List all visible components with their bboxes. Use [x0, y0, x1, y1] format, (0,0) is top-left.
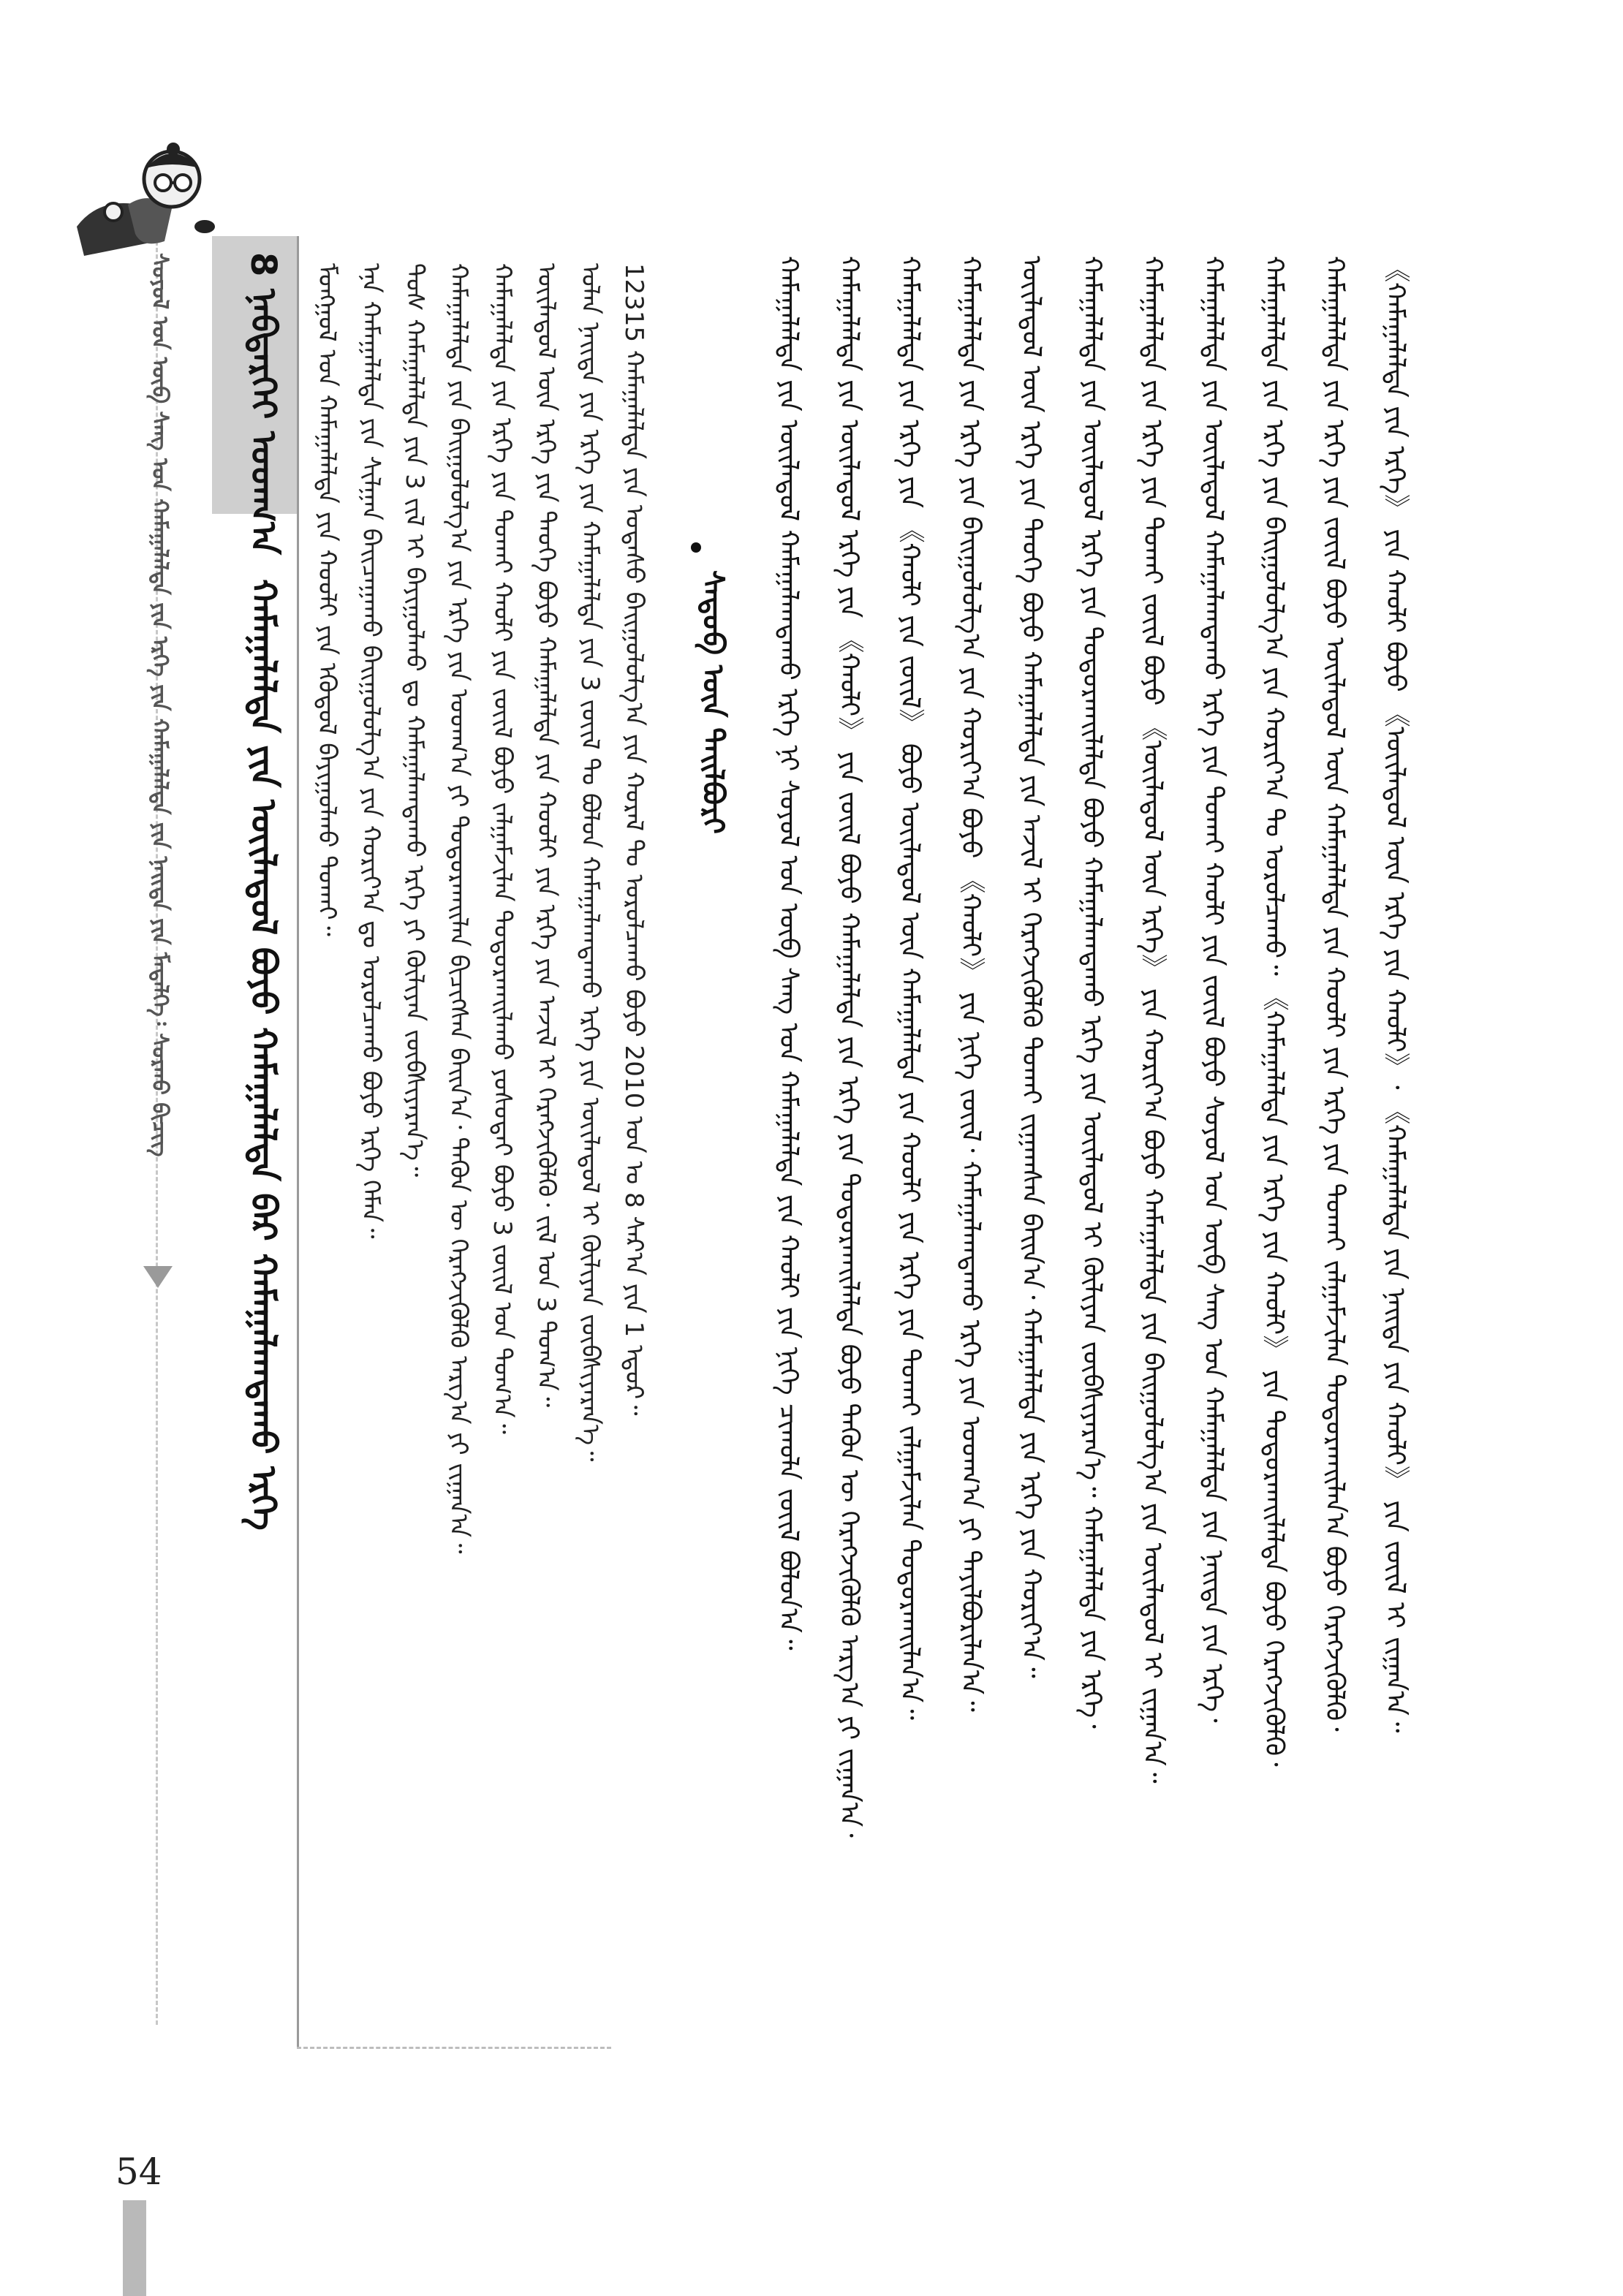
main-text-line: ᠬᠠᠮᠠᠭᠠᠯᠠᠯᠲᠠ ᠶᠢᠨ ᠦᠢᠯᠡᠳᠦᠯ ᠡᠷᠬᠡ ᠶᠢᠨ ᠲᠣᠳᠣᠷᠬᠠᠢᠯᠠᠯᠲᠠ ᠪᠤᠶᠤ ᠬᠠᠮᠠᠭᠠᠯᠠᠭᠳᠠᠬᠤ ᠡᠷᠬᠡ ᠶᠢᠨ ᠦᠢᠯᠡᠳᠦᠯ ᠢ ᠬᠦᠯᠢᠶᠡᠨ ᠵᠦᠪᠰᠢᠶᠡᠷᠡᠨ᠎ᠡ᠃ ᠬᠠᠮᠠᠭᠠᠯᠠᠯᠲᠠ ᠶᠢᠨ ᠡᠷᠬᠡ᠂	[1077, 256, 1107, 1729]
box-text-line: ᠮᠣᠩᠭᠣᠯ ᠤᠨ ᠬᠠᠮᠠᠭᠠᠯᠠᠯᠲᠠ ᠶᠢᠨ ᠬᠤᠤᠯᠢ ᠶᠢᠨ ᠡᠭᠦᠳᠦᠯ ᠪᠠᠶᠢᠭᠤᠯᠬᠤ ᠲᠤᠬᠠᠢ᠃	[312, 263, 341, 936]
section-number: 8	[243, 252, 284, 277]
main-text-line: ᠬᠠᠮᠠᠭᠠᠯᠠᠯᠲᠠ ᠶᠢᠨ ᠡᠷᠬᠡ ᠶᠢᠨ ᠪᠠᠢᠭᠤᠯᠤᠯᠭ᠎ᠠ ᠶᠢᠨ ᠬᠤᠷᠢᠶ᠎ᠠ ᠲᠤ ᠣᠷᠣᠯᠴᠠᠬᠤ᠃ 《ᠬᠠᠮᠠᠭᠠᠯᠠᠯᠲᠠ ᠶᠢᠨ ᠡᠷᠬᠡ ᠶᠢᠨ ᠬᠠᠤᠯᠢ》 ᠶᠢᠨ ᠲᠣᠳᠣᠷᠬᠠᠢᠯᠠᠯᠲᠠ ᠪᠤᠶᠤ ᠬᠡᠷᠡᠭᠵᠢᠭᠦᠯᠬᠦ᠂	[1259, 256, 1289, 1767]
main-text-line: ᠬᠠᠮᠠᠭᠠᠯᠠᠯᠲᠠ ᠶᠢᠨ ᠦᠢᠯᠡᠳᠦᠯ ᠬᠠᠮᠠᠭᠠᠯᠠᠭᠳᠠᠬᠤ ᠡᠷᠬᠡ ᠶᠢᠨ ᠲᠤᠬᠠᠢ ᠬᠠᠤᠯᠢ ᠶᠢᠨ ᠵᠦᠢᠯ ᠪᠤᠶᠤ ᠰᠣᠶᠤᠯ ᠤᠨ ᠥᠪ ᠰᠠᠩ ᠤᠨ ᠬᠠᠮᠠᠭᠠᠯᠠᠯᠲᠠ ᠶᠢᠨ ᠨᠡᠢᠲᠡ ᠶᠢᠨ ᠡᠷᠬᠡ᠂	[1198, 256, 1228, 1723]
running-header: ᠰᠣᠶᠤᠯ ᠤᠨ ᠥᠪ ᠰᠠᠩ ᠤᠨ ᠬᠠᠮᠠᠭᠠᠯᠠᠯᠲᠠ ᠶᠢᠨ ᠡᠷᠬᠡ ᠶᠢᠨ ᠬᠠᠮᠠᠭᠠᠯᠠᠯᠲᠠ ᠶᠢᠨ ᠨᠡᠢᠲᠡ ᠶᠢᠨ ᠮᠡᠳᠡᠯᠭᠡ᠄ ᠰᠤᠷᠬᠤ ᠪᠢᠴᠢᠭ	[147, 253, 173, 1157]
box-dashed-bottom	[297, 2047, 611, 2049]
main-text-line: ᠬᠠᠮᠠᠭᠠᠯᠠᠯᠲᠠ ᠶᠢᠨ ᠡᠷᠬᠡ ᠶᠢᠨ 《ᠬᠠᠤᠯᠢ ᠶᠢᠨ ᠵᠦᠢᠯ》 ᠪᠤᠶᠤ ᠦᠢᠯᠡᠳᠦᠯ ᠦᠨ ᠬᠠᠮᠠᠭᠠᠯᠠᠯᠲᠠ ᠶᠢᠨ ᠬᠤᠤᠯᠢ ᠶᠢᠨ ᠡᠷᠬᠡ ᠶᠢᠨ ᠲᠤᠬᠠᠢ ᠵᠠᠯᠭᠠᠮᠵᠢᠯᠠᠨ ᠲᠣᠳᠣᠷᠬᠠᠢᠯᠠᠨ᠎ᠠ᠃	[895, 256, 925, 1720]
box-text-line: ᠦᠢᠯᠡᠳᠦᠯ ᠦᠨ ᠡᠷᠬᠡ ᠶᠢᠨ ᠲᠡᠦᠬᠡ ᠪᠤᠶᠤ ᠬᠠᠮᠠᠭᠠᠯᠠᠯᠲᠠ ᠶᠢᠨ ᠬᠤᠤᠯᠢ ᠶᠢᠨ ᠡᠷᠬᠡ ᠶᠢᠨ ᠠᠵᠢᠯ ᠢ ᠬᠡᠷᠡᠭᠵᠢᠭᠦᠯᠬᠦ᠂ ᠵᠢᠯ ᠤᠨ 3 ᠲᠣᠭ᠎ᠠ᠃	[531, 263, 561, 1408]
box-text-line: ᠬᠠᠮᠠᠭᠠᠯᠠᠯᠲᠠ ᠶᠢᠨ ᠡᠷᠬᠡ ᠶᠢᠨ ᠲᠤᠬᠠᠢ ᠬᠠᠤᠯᠢ ᠶᠢᠨ ᠵᠦᠢᠯ ᠪᠤᠶᠤ ᠵᠠᠯᠭᠠᠮᠵᠢᠯᠠᠨ ᠲᠣᠳᠣᠷᠬᠠᠢᠯᠠᠬᠤ ᠶᠣᠰᠣᠲᠠᠢ ᠪᠤᠶᠤ 3 ᠵᠦᠢᠯ ᠤᠨ ᠲᠣᠭ᠎ᠠ᠃	[488, 263, 517, 1434]
header-triangle-marker	[143, 1266, 173, 1288]
box-text-line: ᠬᠠᠮᠠᠭᠠᠯᠠᠯᠲᠠ ᠶᠢᠨ ᠪᠠᠢᠭᠤᠯᠤᠯᠭ᠎ᠠ ᠶᠢᠨ ᠡᠷᠬᠡ ᠶᠢᠨ ᠤᠳᠬ᠎ᠠ ᠶᠢ ᠲᠣᠳᠣᠷᠬᠠᠢᠯᠠᠨ ᠪᠢᠴᠢᠭᠰᠡᠨ ᠪᠠᠢᠨ᠎ᠠ᠂ ᠲᠡᠭᠦᠨ ᠦ ᠬᠡᠷᠡᠭᠵᠢᠭᠦᠯᠬᠦ ᠠᠷᠭ᠎ᠠ ᠶᠢ ᠵᠢᠭᠠᠨ᠎ᠠ᠃	[444, 263, 473, 1554]
main-text-line: ᠬᠠᠮᠠᠭᠠᠯᠠᠯᠲᠠ ᠶᠢᠨ ᠡᠷᠬᠡ ᠶᠢᠨ ᠪᠠᠢᠭᠤᠯᠤᠯᠭ᠎ᠠ ᠶᠢᠨ ᠬᠤᠷᠢᠶ᠎ᠠ ᠪᠤᠶᠤ 《ᠬᠠᠤᠯᠢ》 ᠶᠢᠨ ᠨᠢᠭᠡ ᠵᠦᠢᠯ᠂ ᠬᠠᠮᠠᠭᠠᠯᠠᠭᠳᠠᠬᠤ ᠡᠷᠬᠡ ᠶᠢᠨ ᠤᠳᠬ᠎ᠠ ᠶᠢ ᠲᠠᠶᠢᠯᠪᠤᠷᠢᠯᠠᠨ᠎ᠠ᠃	[956, 256, 985, 1712]
main-text-line: ᠬᠠᠮᠠᠭᠠᠯᠠᠯᠲᠠ ᠶᠢᠨ ᠡᠷᠬᠡ ᠶᠢᠨ ᠲᠤᠬᠠᠢ ᠵᠦᠢᠯ ᠪᠤᠶᠤ 《ᠦᠢᠯᠡᠳᠦᠯ ᠦᠨ ᠡᠷᠬᠡ》 ᠶᠢᠨ ᠬᠤᠷᠢᠶ᠎ᠠ ᠪᠤᠶᠤ ᠬᠠᠮᠠᠭᠠᠯᠠᠯᠲᠠ ᠶᠢᠨ ᠪᠠᠢᠭᠤᠯᠤᠯᠭ᠎ᠠ ᠶᠢᠨ ᠦᠢᠯᠡᠳᠦᠯ ᠢ ᠵᠢᠭᠠᠨ᠎ᠠ᠃	[1138, 256, 1168, 1784]
box-text-line: ᠣᠯᠠᠨ ᠨᠡᠢᠲᠡ ᠶᠢᠨ ᠡᠷᠬᠡ ᠶᠢᠨ ᠬᠠᠮᠠᠭᠠᠯᠠᠯᠲᠠ ᠶᠢᠨ 3 ᠵᠦᠢᠯ ᠲᠤ ᠪᠤᠯᠤᠨ ᠬᠠᠮᠠᠭᠠᠯᠠᠭᠳᠠᠬᠤ ᠡᠷᠬᠡ ᠶᠢᠨ ᠦᠢᠯᠡᠳᠦᠯ ᠢ ᠬᠦᠯᠢᠶᠡᠨ ᠵᠦᠪᠰᠢᠶᠡᠷᠡᠨ᠎ᠡ᠃	[575, 263, 605, 1462]
main-text-line: ᠦᠢᠯᠡᠳᠦᠯ ᠦᠨ ᠡᠷᠬᠡ ᠶᠢᠨ ᠲᠡᠦᠬᠡ ᠪᠤᠶᠤ ᠬᠠᠮᠠᠭᠠᠯᠠᠯᠲᠠ ᠶᠢᠨ ᠠᠵᠢᠯ ᠢ ᠬᠡᠷᠡᠭᠵᠢᠭᠦᠯᠬᠦ ᠲᠤᠬᠠᠢ ᠵᠢᠭᠠᠭᠰᠠᠨ ᠪᠠᠢᠨ᠎ᠠ᠂ ᠬᠠᠮᠠᠭᠠᠯᠠᠯᠲᠠ ᠶᠢᠨ ᠡᠷᠬᠡ ᠶᠢᠨ ᠬᠤᠷᠢᠶ᠎ᠠ᠃	[1016, 256, 1046, 1678]
box-text-line: 12315 ᠬᠠᠮᠠᠭᠠᠯᠠᠯᠲᠠ ᠶᠢᠨ ᠤᠲᠠᠰᠤ ᠪᠠᠢᠭᠤᠯᠤᠯᠭ᠎ᠠ ᠶᠢᠨ ᠬᠤᠷᠠᠯ ᠲᠤ ᠣᠷᠣᠯᠴᠠᠬᠤ ᠪᠤᠶᠤ 2010 ᠣᠨ ᠤ 8 ᠰᠠᠷ᠎ᠠ ᠶᠢᠨ 1 ᠡᠳᠦᠷ᠃	[619, 263, 648, 1416]
section-title-lead: ᠨᠡᠪᠲᠡᠷᠬᠡᠢ ᠤᠳᠬ᠎ᠠ	[243, 289, 284, 555]
bullet-icon	[691, 542, 701, 553]
page-edge-tab	[123, 2200, 146, 2296]
box-text-line: ᠲᠤᠰ ᠬᠠᠮᠠᠭᠠᠯᠠᠯᠲᠠ ᠶᠢᠨ 3 ᠵᠢᠯ ᠢ ᠪᠠᠶᠢᠭᠤᠯᠬᠤ ᠳᠤ ᠬᠠᠮᠠᠭᠠᠯᠠᠭᠳᠠᠬᠤ ᠡᠷᠬᠡ ᠶᠢ ᠬᠦᠯᠢᠶᠡᠨ ᠵᠦᠪᠰᠢᠶᠡᠷᠡᠨ᠎ᠡ᠃	[400, 263, 429, 1178]
mascot-illustration	[69, 139, 216, 263]
main-text-line: ᠬᠠᠮᠠᠭᠠᠯᠠᠯᠲᠠ ᠶᠢᠨ ᠡᠷᠬᠡ ᠶᠢᠨ ᠵᠦᠢᠯ ᠪᠤᠶᠤ ᠦᠢᠯᠡᠳᠦᠯ ᠦᠨ ᠬᠠᠮᠠᠭᠠᠯᠠᠯᠲᠠ ᠶᠢᠨ ᠬᠤᠤᠯᠢ ᠶᠢᠨ ᠡᠷᠬᠡ ᠶᠢᠨ ᠲᠤᠬᠠᠢ ᠵᠠᠯᠭᠠᠮᠵᠢᠯᠠᠨ ᠲᠣᠳᠣᠷᠬᠠᠢᠯᠠᠨ᠎ᠠ ᠪᠤᠶᠤ ᠬᠡᠷᠡᠭᠵᠢᠭᠦᠯᠬᠦ᠂	[1320, 256, 1350, 1732]
section-title	[232, 252, 294, 1531]
box-border	[297, 236, 299, 2049]
main-text-line: ᠬᠠᠮᠠᠭᠠᠯᠠᠯᠲᠠ ᠶᠢᠨ ᠦᠢᠯᠡᠳᠦᠯ ᠡᠷᠬᠡ ᠶᠢᠨ 《ᠬᠠᠤᠯᠢ》 ᠶᠢᠨ ᠵᠦᠢᠯ ᠪᠤᠶᠤ ᠬᠠᠮᠠᠭᠠᠯᠠᠯᠲᠠ ᠶᠢᠨ ᠡᠷᠬᠡ ᠶᠢᠨ ᠲᠣᠳᠣᠷᠬᠠᠢᠯᠠᠯᠲᠠ ᠪᠤᠶᠤ ᠲᠡᠭᠦᠨ ᠦ ᠬᠡᠷᠡᠭᠵᠢᠭᠦᠯᠬᠦ ᠠᠷᠭ᠎ᠠ ᠶᠢ ᠵᠢᠭᠠᠨ᠎ᠠ᠂	[834, 256, 864, 1838]
main-text-line: 《ᠬᠠᠮᠠᠭᠠᠯᠠᠯᠲᠠ ᠶᠢᠨ ᠡᠷᠬᠡ》 ᠶᠢᠨ ᠬᠠᠤᠯᠢ ᠪᠤᠶᠤ 《ᠦᠢᠯᠡᠳᠦᠯ ᠦᠨ ᠡᠷᠬᠡ ᠶᠢᠨ ᠬᠠᠤᠯᠢ》᠂ 《ᠬᠠᠮᠠᠭᠠᠯᠠᠯᠲᠠ ᠶᠢᠨ ᠨᠡᠢᠲᠡ ᠶᠢᠨ ᠬᠠᠤᠯᠢ》 ᠶᠢᠨ ᠵᠦᠢᠯ ᠢ ᠵᠢᠭᠠᠨ᠎ᠠ᠃	[1380, 256, 1410, 1733]
box-text-line: ᠡᠨᠡ ᠬᠠᠮᠠᠭᠠᠯᠠᠯᠲᠠ ᠶᠢᠨ ᠰᠢᠯᠭᠠᠨ ᠪᠠᠢᠴᠠᠭᠠᠬᠤ ᠪᠠᠢᠭᠤᠯᠤᠯᠭ᠎ᠠ ᠶᠢᠨ ᠬᠤᠷᠢᠶ᠎ᠠ ᠳᠤ ᠣᠷᠣᠯᠴᠠᠬᠤ ᠪᠤᠶᠤ ᠡᠷᠬᠡ ᠬᠡᠮᠡᠨ᠃	[356, 263, 385, 1239]
section-title-main: ᠬᠠᠮᠠᠭᠠᠯᠠᠯᠲᠠ ᠶᠢᠨ ᠦᠢᠯᠡᠳᠦᠯ ᠪᠤᠶᠤ ᠬᠠᠮᠠᠭᠠᠯᠠᠯᠲᠠ ᠪᠡᠷ ᠬᠠᠮᠠᠭᠠᠯᠠᠭᠳᠠᠬᠤ ᠡᠷᠬᠡ	[243, 579, 284, 1531]
subsection-heading: ᠰᠡᠳᠦᠪ ᠦᠨ ᠲᠠᠢᠯᠪᠤᠷᠢ	[696, 570, 730, 834]
main-text-line: ᠬᠠᠮᠠᠭᠠᠯᠠᠯᠲᠠ ᠶᠢᠨ ᠦᠢᠯᠡᠳᠦᠯ ᠬᠠᠮᠠᠭᠠᠯᠠᠭᠳᠠᠬᠤ ᠡᠷᠬᠡ ᠨᠢ ᠰᠣᠶᠤᠯ ᠤᠨ ᠥᠪ ᠰᠠᠩ ᠤᠨ ᠬᠠᠮᠠᠭᠠᠯᠠᠯᠲᠠ ᠶᠢᠨ ᠬᠠᠤᠯᠢ ᠶᠢᠨ ᠨᠢᠭᠡ ᠴᠢᠬᠤᠯᠠ ᠵᠦᠢᠯ ᠪᠣᠯᠤᠨ᠎ᠠ᠃	[773, 256, 803, 1651]
page-number: 54	[116, 2151, 162, 2193]
